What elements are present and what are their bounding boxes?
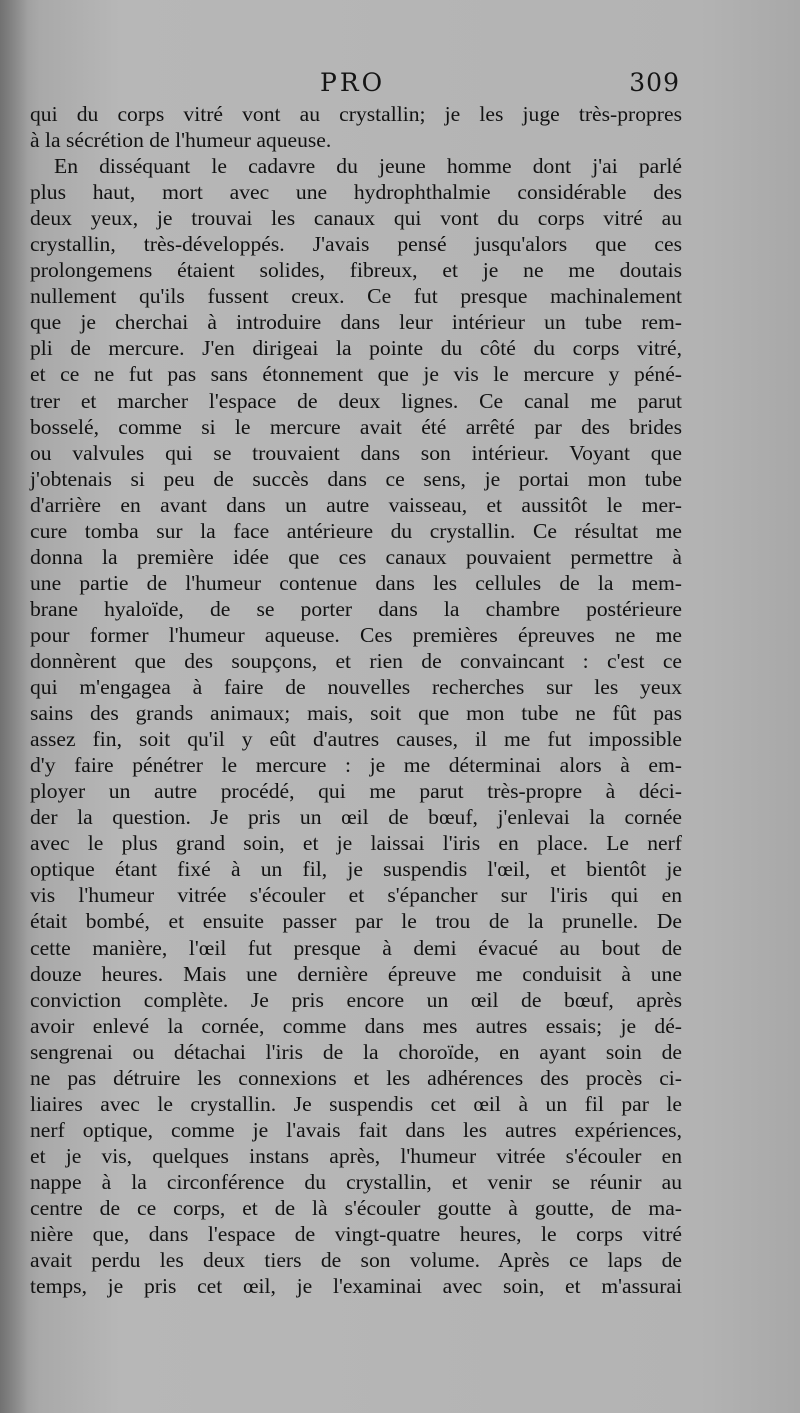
text-line: trer et marcher l'espace de deux lignes. Ce canal me parut — [30, 388, 682, 413]
text-line: d'arrière en avant dans un autre vaisseau, et aussitôt le mer- — [30, 492, 682, 517]
text-line: ne pas détruire les connexions et les adhérences des procès ci- — [30, 1065, 682, 1090]
text-line: était bombé, et ensuite passer par le trou de la prunelle. De — [30, 909, 682, 934]
text-line: qui m'engagea à faire de nouvelles recherches sur les yeux — [30, 675, 682, 700]
text-line: der la question. Je pris un œil de bœuf, j'enlevai la cornée — [30, 805, 682, 830]
text-line: bosselé, comme si le mercure avait été arrêté par des brides — [30, 414, 682, 439]
page-number: 309 — [629, 68, 680, 97]
text-line: avec le plus grand soin, et je laissai l'iris en place. Le nerf — [30, 831, 682, 856]
text-line: une partie de l'humeur contenue dans les cellules de la mem- — [30, 570, 682, 595]
text-line: crystallin, très-développés. J'avais pensé jusqu'alors que ces — [30, 232, 682, 257]
gutter-shadow — [0, 0, 28, 1413]
text-line: assez fin, soit qu'il y eût d'autres causes, il me fut impossible — [30, 727, 682, 752]
text-line: pli de mercure. J'en dirigeai la pointe du côté du corps vitré, — [30, 336, 682, 361]
running-head: PRO — [320, 68, 386, 97]
text-line: sains des grands animaux; mais, soit que mon tube ne fût pas — [30, 701, 682, 726]
text-line: sengrenai ou détachai l'iris de la choroïde, en ayant soin de — [30, 1039, 682, 1064]
text-line: deux yeux, je trouvai les canaux qui vont du corps vitré au — [30, 206, 682, 231]
text-line: avoir enlevé la cornée, comme dans mes autres essais; je dé- — [30, 1013, 682, 1038]
text-line: donnèrent que des soupçons, et rien de convaincant : c'est ce — [30, 648, 682, 673]
body-text — [30, 101, 682, 1299]
text-line: ployer un autre procédé, qui me parut très-propre à déci- — [30, 779, 682, 804]
text-line: avait perdu les deux tiers de son volume. Après ce laps de — [30, 1248, 682, 1273]
text-line: conviction complète. Je pris encore un œil de bœuf, après — [30, 987, 682, 1012]
text-line: nappe à la circonférence du crystallin, et venir se réunir au — [30, 1169, 682, 1194]
text-line: à la sécrétion de l'humeur aqueuse. — [30, 128, 332, 153]
text-line: que je cherchai à introduire dans leur intérieur un tube rem- — [30, 310, 682, 335]
text-line: plus haut, mort avec une hydrophthalmie considérable des — [30, 180, 682, 205]
text-line: nullement qu'ils fussent creux. Ce fut presque machinalement — [30, 284, 682, 309]
text-line: cure tomba sur la face antérieure du crystallin. Ce résultat me — [30, 518, 682, 543]
text-line: temps, je pris cet œil, je l'examinai avec soin, et m'assurai — [30, 1274, 682, 1299]
text-line: et je vis, quelques instans après, l'humeur vitrée s'écouler en — [30, 1143, 682, 1168]
text-line: douze heures. Mais une dernière épreuve me conduisit à une — [30, 961, 682, 986]
text-line: optique étant fixé à un fil, je suspendis l'œil, et bientôt je — [30, 857, 682, 882]
text-line: d'y faire pénétrer le mercure : je me déterminai alors à em- — [30, 753, 682, 778]
text-line: donna la première idée que ces canaux pouvaient permettre à — [30, 544, 682, 569]
text-line: et ce ne fut pas sans étonnement que je vis le mercure y péné- — [30, 362, 682, 387]
text-line: liaires avec le crystallin. Je suspendis cet œil à un fil par le — [30, 1091, 682, 1116]
text-line: brane hyaloïde, de se porter dans la chambre postérieure — [30, 596, 682, 621]
text-line: ou valvules qui se trouvaient dans son intérieur. Voyant que — [30, 440, 682, 465]
text-line: En disséquant le cadavre du jeune homme dont j'ai parlé — [54, 154, 682, 179]
text-line: nière que, dans l'espace de vingt-quatre heures, le corps vitré — [30, 1222, 682, 1247]
text-line: j'obtenais si peu de succès dans ce sens, je portai mon tube — [30, 466, 682, 491]
text-line: vis l'humeur vitrée s'écouler et s'épancher sur l'iris qui en — [30, 883, 682, 908]
text-line: nerf optique, comme je l'avais fait dans les autres expériences, — [30, 1117, 682, 1142]
text-line: centre de ce corps, et de là s'écouler goutte à goutte, de ma- — [30, 1195, 682, 1220]
text-line: prolongemens étaient solides, fibreux, et je ne me doutais — [30, 258, 682, 283]
text-line: pour former l'humeur aqueuse. Ces premières épreuves ne me — [30, 622, 682, 647]
text-line: cette manière, l'œil fut presque à demi évacué au bout de — [30, 935, 682, 960]
text-line: qui du corps vitré vont au crystallin; je les juge très-propres — [30, 102, 682, 126]
